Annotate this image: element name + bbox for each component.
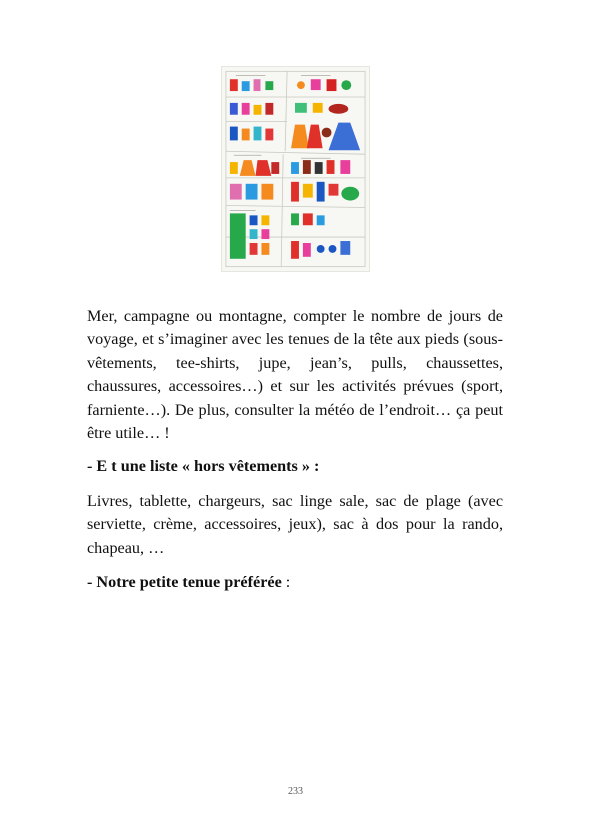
favorite-outfit-heading-bold: - Notre petite tenue préférée xyxy=(87,573,282,591)
page-number: 233 xyxy=(288,786,303,797)
non-clothing-list-heading: - E t une liste « hors vêtements » : xyxy=(87,457,320,475)
packing-list-illustration xyxy=(221,66,370,272)
intro-paragraph: Mer, campagne ou montagne, compter le nombre de jours de voyage, et s’imaginer avec les tenues de la tête aux pieds (sous-vêtements, tee-shirts, jupe, jean’s, pulls, chaussettes, chaussures, accessoires…) et sur les activités prévues (sport, farniente…). De plus, consulter la météo de l’endroit… ça peut être utile… ! xyxy=(87,307,503,443)
favorite-outfit-heading xyxy=(87,571,503,593)
non-clothing-list-paragraph: Livres, tablette, chargeurs, sac linge sale, sac de plage (avec serviette, crème, accessoires, jeux), sac à dos pour la rando, chapeau, … xyxy=(87,492,503,557)
clothing-drawing-icon xyxy=(222,67,369,271)
favorite-outfit-heading-colon: : xyxy=(281,573,291,591)
